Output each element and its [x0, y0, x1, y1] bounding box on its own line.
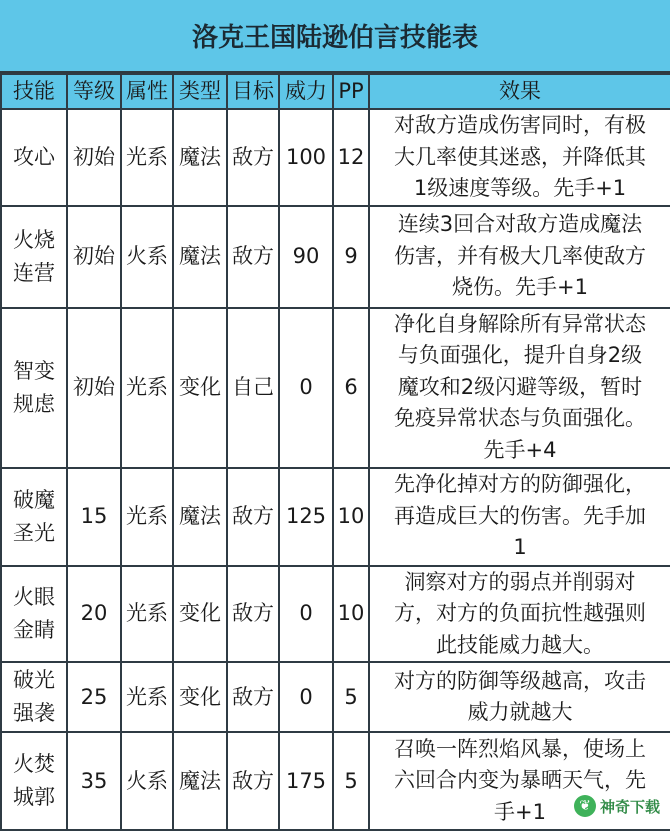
skill-target: 敌方 — [227, 566, 279, 663]
skill-level: 25 — [67, 662, 121, 732]
skill-target: 敌方 — [227, 662, 279, 732]
skill-name-cell — [1, 662, 67, 732]
skill-type: 魔法 — [173, 468, 227, 566]
table-row — [1, 206, 670, 308]
skill-effect-line: 召唤一阵烈焰风暴，使场上 — [372, 734, 668, 766]
skill-target: 敌方 — [227, 732, 279, 830]
skill-effect-cell — [369, 206, 670, 308]
skill-name-line: 智变 — [3, 355, 65, 388]
skill-type: 变化 — [173, 566, 227, 663]
table-title: 洛克王国陆逊伯言技能表 — [0, 0, 670, 73]
header-type: 类型 — [173, 74, 227, 109]
skill-target: 敌方 — [227, 109, 279, 206]
skill-effect-line: 手+1 — [372, 797, 668, 829]
skill-effect-line: 方，对方的负面抗性越强则 — [372, 598, 668, 630]
skill-power: 90 — [279, 206, 333, 308]
skill-name-line: 连营 — [3, 257, 65, 290]
skill-type: 魔法 — [173, 109, 227, 206]
skill-name-cell — [1, 468, 67, 566]
skill-type: 魔法 — [173, 732, 227, 830]
header-level: 等级 — [67, 74, 121, 109]
skill-name-line: 火烧 — [3, 224, 65, 257]
skill-effect-line: 洞察对方的弱点并削弱对 — [372, 567, 668, 599]
skill-table — [0, 73, 670, 831]
skill-name-line: 火眼 — [3, 581, 65, 614]
skill-attribute: 光系 — [121, 566, 173, 663]
skill-type: 变化 — [173, 308, 227, 468]
skill-effect-line: 先手+4 — [372, 435, 668, 467]
skill-name-line: 破光 — [3, 664, 65, 697]
skill-pp: 5 — [333, 732, 369, 830]
skill-effect-line: 对方的防御等级越高，攻击 — [372, 666, 668, 698]
skill-attribute: 光系 — [121, 308, 173, 468]
skill-name-cell — [1, 109, 67, 206]
skill-effect-cell — [369, 109, 670, 206]
skill-power: 0 — [279, 308, 333, 468]
skill-power: 0 — [279, 662, 333, 732]
skill-effect-line: 先净化掉对方的防御强化， — [372, 469, 668, 501]
skill-effect-line: 伤害，并有极大几率使敌方 — [372, 241, 668, 273]
skill-name-line: 火焚 — [3, 748, 65, 781]
skill-effect-line: 魔攻和2级闪避等级，暂时 — [372, 372, 668, 404]
skill-type: 变化 — [173, 662, 227, 732]
skill-power: 0 — [279, 566, 333, 663]
header-pp: PP — [333, 74, 369, 109]
skill-effect-line: 此技能威力越大。 — [372, 630, 668, 662]
skill-name-line: 金睛 — [3, 614, 65, 647]
skill-level: 15 — [67, 468, 121, 566]
skill-name-cell — [1, 566, 67, 663]
table-row — [1, 662, 670, 732]
skill-pp: 10 — [333, 566, 369, 663]
skill-name-line: 破魔 — [3, 484, 65, 517]
skill-effect-line: 与负面强化，提升自身2级 — [372, 340, 668, 372]
skill-name-line: 攻心 — [3, 141, 65, 174]
skill-name-cell — [1, 732, 67, 830]
skill-effect-cell — [369, 566, 670, 663]
skill-power: 100 — [279, 109, 333, 206]
skill-level: 35 — [67, 732, 121, 830]
skill-level: 20 — [67, 566, 121, 663]
skill-effect-line: 1级速度等级。先手+1 — [372, 173, 668, 205]
table-row — [1, 468, 670, 566]
header-effect: 效果 — [369, 74, 670, 109]
watermark — [570, 793, 664, 819]
skill-attribute: 光系 — [121, 109, 173, 206]
skill-target: 敌方 — [227, 206, 279, 308]
skill-effect-line: 1 — [372, 532, 668, 564]
skill-pp: 5 — [333, 662, 369, 732]
skill-effect-line: 大几率使其迷惑，并降低其 — [372, 142, 668, 174]
skill-level: 初始 — [67, 206, 121, 308]
skill-effect-line: 连续3回合对敌方造成魔法 — [372, 209, 668, 241]
header-attribute: 属性 — [121, 74, 173, 109]
skill-attribute: 火系 — [121, 732, 173, 830]
skill-name-cell — [1, 206, 67, 308]
skill-effect-line: 对敌方造成伤害同时，有极 — [372, 110, 668, 142]
skill-effect-cell — [369, 662, 670, 732]
skill-attribute: 光系 — [121, 662, 173, 732]
skill-attribute: 火系 — [121, 206, 173, 308]
skill-effect-line: 再造成巨大的伤害。先手加 — [372, 501, 668, 533]
table-row — [1, 566, 670, 663]
skill-attribute: 光系 — [121, 468, 173, 566]
skill-pp: 6 — [333, 308, 369, 468]
header-target: 目标 — [227, 74, 279, 109]
skill-effect-line: 烧伤。先手+1 — [372, 272, 668, 304]
skill-name-cell — [1, 308, 67, 468]
skill-pp: 12 — [333, 109, 369, 206]
watermark-text: 神奇下载 — [600, 796, 660, 817]
skill-level: 初始 — [67, 308, 121, 468]
skill-effect-line: 威力就越大 — [372, 697, 668, 729]
skill-power: 175 — [279, 732, 333, 830]
table-header-row — [1, 74, 670, 109]
skill-target: 敌方 — [227, 468, 279, 566]
skill-pp: 10 — [333, 468, 369, 566]
skill-effect-cell — [369, 468, 670, 566]
header-skill: 技能 — [1, 74, 67, 109]
skill-pp: 9 — [333, 206, 369, 308]
table-row — [1, 308, 670, 468]
skill-effect-cell — [369, 308, 670, 468]
skill-name-line: 圣光 — [3, 517, 65, 550]
skill-name-line: 规虑 — [3, 388, 65, 421]
skill-target: 自己 — [227, 308, 279, 468]
skill-power: 125 — [279, 468, 333, 566]
header-power: 威力 — [279, 74, 333, 109]
skill-level: 初始 — [67, 109, 121, 206]
skill-effect-line: 净化自身解除所有异常状态 — [372, 309, 668, 341]
skill-effect-line: 六回合内变为暴晒天气，先 — [372, 765, 668, 797]
table-row — [1, 109, 670, 206]
leaf-icon: ❦ — [574, 795, 596, 817]
skill-type: 魔法 — [173, 206, 227, 308]
skill-name-line: 城郭 — [3, 781, 65, 814]
skill-effect-line: 免疫异常状态与负面强化。 — [372, 403, 668, 435]
skill-name-line: 强袭 — [3, 697, 65, 730]
